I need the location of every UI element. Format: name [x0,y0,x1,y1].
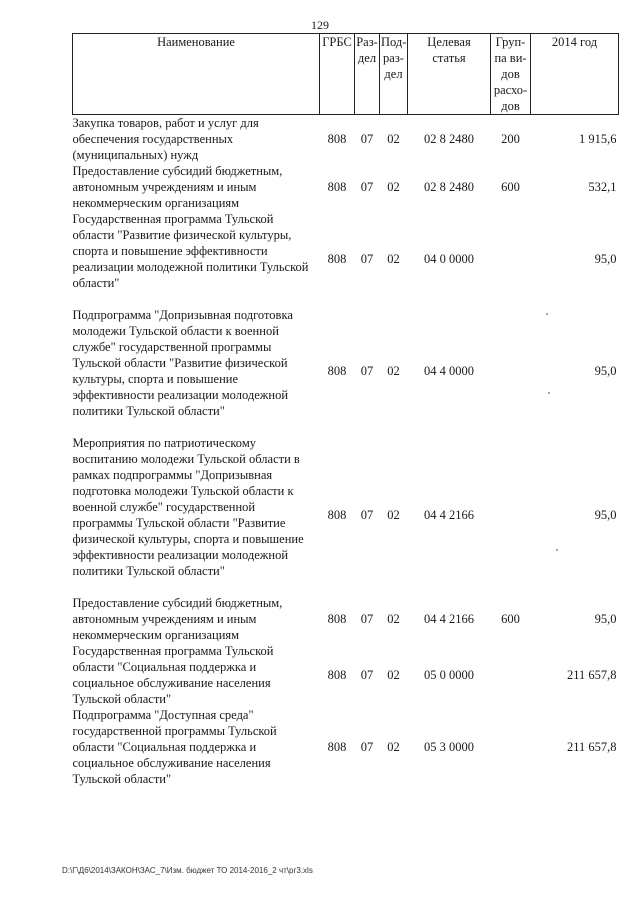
row-article: 04 4 2166 [424,612,474,626]
row-group [491,707,531,787]
row-name: Государственная программа Тульской области "Социальная поддержка и социальное обслуживание населения Тульской области" [72,644,274,706]
row-razdel: 07 [360,364,374,378]
row-podrazdel: 02 [387,252,400,266]
row-article: 04 0 0000 [424,252,474,266]
page-number: 129 [311,18,329,32]
row-amount: 95,0 [594,252,617,266]
row-grbs: 808 [327,612,347,626]
scan-speck [556,549,558,551]
row-name: Закупка товаров, работ и услуг для обеспечения государственных (муниципальных) нужд [72,116,259,162]
row-razdel: 07 [360,132,374,146]
table-row [73,163,619,211]
row-podrazdel: 02 [387,668,400,682]
row-amount: 1 915,6 [579,132,617,146]
row-amount: 95,0 [594,612,617,626]
table-header-row [73,34,619,115]
row-razdel: 07 [360,612,374,626]
col-header-razdel [355,34,380,115]
table-row [73,307,619,435]
row-article: 04 4 0000 [424,364,474,378]
row-group [491,211,531,307]
col-header-podrazdel [380,34,408,115]
row-amount: 211 657,8 [566,668,617,682]
row-amount: 211 657,8 [566,740,617,754]
row-grbs: 808 [327,508,347,522]
row-razdel: 07 [360,508,374,522]
row-group: 600 [501,180,520,194]
row-name: Подпрограмма "Допризывная подготовка молодежи Тульской области к военной службе" государственной программы Тульской области "Развитие физической культуры, спорта и повышение эффективности реализации молодежной политики Тульской области" [72,308,293,418]
row-article: 04 4 2166 [424,508,474,522]
row-podrazdel: 02 [387,364,400,378]
row-podrazdel: 02 [387,508,400,522]
row-podrazdel: 02 [387,740,400,754]
col-header-razdel-text: Раз- дел [356,35,378,65]
row-article: 05 0 0000 [424,668,474,682]
table-row [73,211,619,307]
row-name: Подпрограмма "Доступная среда" государственной программы Тульской области "Социальная поддержка и социальное обслуживание населения Тульской области" [72,708,277,786]
row-podrazdel: 02 [387,180,400,194]
scan-speck [548,392,550,394]
table-row [73,435,619,595]
col-header-name-text: Наименование [157,35,235,49]
row-group [491,643,531,707]
row-razdel: 07 [360,740,374,754]
col-header-name [73,34,320,115]
row-name: Мероприятия по патриотическому воспитанию молодежи Тульской области в рамках подпрограммы "Допризывная подготовка молодежи Тульской области к военной службе" государственной программы Тульской области "Развитие физической культуры, спорта и повышение эффективности реализации молодежной политики Тульской области" [72,436,304,578]
budget-table [72,33,619,787]
table-row [73,115,619,164]
scan-speck [546,313,548,315]
file-path-footer: D:\Г\Д6\2014\ЗАКОН\ЗАС_7\Изм. бюджет ТО 2014-2016_2 чт\рг3.xls [62,866,313,875]
table-row [73,643,619,707]
row-grbs: 808 [327,132,347,146]
col-header-group [491,34,531,115]
row-group: 600 [501,612,520,626]
row-group [491,307,531,435]
col-header-grbs-text: ГРБС [322,35,352,49]
row-group: 200 [501,132,520,146]
row-name: Предоставление субсидий бюджетным, автономным учреждениям и иным некоммерческим организациям [72,164,283,210]
row-amount: 95,0 [594,508,617,522]
row-podrazdel: 02 [387,132,400,146]
col-header-grbs [320,34,355,115]
table-row [73,595,619,643]
row-grbs: 808 [327,740,347,754]
col-header-group-text: Груп- па ви- дов расхо- дов [493,35,528,113]
row-amount: 532,1 [588,180,617,194]
row-article: 05 3 0000 [424,740,474,754]
row-name: Государственная программа Тульской области "Развитие физической культуры, спорта и повышение эффективности реализации молодежной политики Тульской области" [72,212,309,290]
row-podrazdel: 02 [387,612,400,626]
col-header-article [408,34,491,115]
col-header-year [531,34,619,115]
row-amount: 95,0 [594,364,617,378]
row-grbs: 808 [327,252,347,266]
row-group [491,435,531,595]
row-name: Предоставление субсидий бюджетным, автономным учреждениям и иным некоммерческим организациям [72,596,283,642]
row-grbs: 808 [327,180,347,194]
table-row [73,707,619,787]
row-razdel: 07 [360,180,374,194]
row-grbs: 808 [327,668,347,682]
col-header-podrazdel-text: Под- раз- дел [381,35,407,81]
col-header-year-text: 2014 год [551,35,598,49]
row-razdel: 07 [360,668,374,682]
row-article: 02 8 2480 [424,180,474,194]
row-grbs: 808 [327,364,347,378]
row-razdel: 07 [360,252,374,266]
row-article: 02 8 2480 [424,132,474,146]
col-header-article-text: Целевая статья [427,35,471,65]
